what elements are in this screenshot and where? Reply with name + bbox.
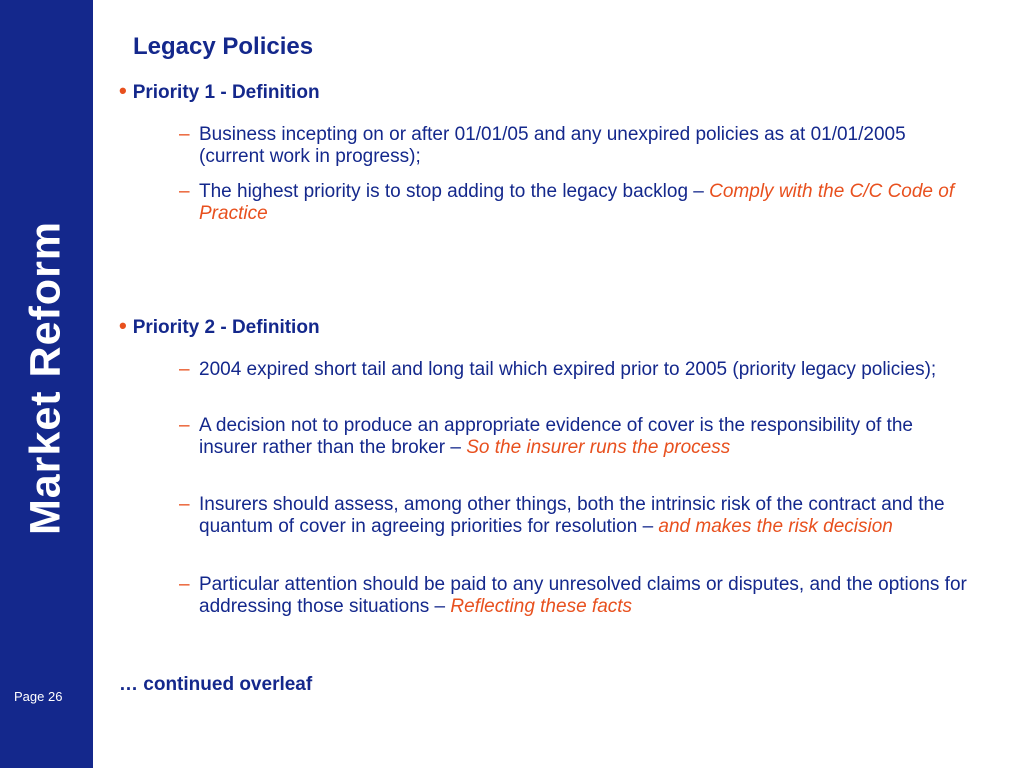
list-item-emphasis: Comply with the C/C Code of Practice	[199, 181, 955, 224]
section-heading-label: Priority 2 - Definition	[132, 317, 320, 338]
dash-icon: –	[179, 124, 190, 145]
continued-note: … continued overleaf	[119, 674, 313, 695]
dash-icon: –	[179, 181, 190, 202]
section-heading-label: Priority 1 - Definition	[132, 82, 320, 103]
sidebar	[0, 0, 93, 768]
dash-icon: –	[179, 494, 190, 515]
list-item-emphasis: So the insurer runs the process	[466, 437, 731, 458]
list-item-text: Insurers should assess, among other things, both the intrinsic risk of the contract and the quantum of cover in agreeing priorities for resolution – and makes the risk decision	[199, 494, 945, 537]
page-number: Page 26	[14, 689, 63, 704]
list-item-text: 2004 expired short tail and long tail which expired prior to 2005 (priority legacy policies);	[199, 359, 937, 380]
section-heading-priority-1	[119, 79, 320, 105]
dash-icon: –	[179, 415, 190, 436]
section-heading-priority-2	[119, 314, 320, 340]
dash-icon: –	[179, 359, 190, 380]
list-item	[179, 494, 969, 538]
dash-icon: –	[179, 574, 190, 595]
list-item-text: A decision not to produce an appropriate evidence of cover is the responsibility of the insurer rather than the broker – So the insurer runs the process	[199, 415, 913, 458]
list-item	[179, 415, 969, 459]
bullet-icon: •	[119, 313, 127, 338]
list-item	[179, 359, 969, 381]
list-item	[179, 574, 969, 618]
bullet-icon: •	[119, 78, 127, 103]
list-item-emphasis: and makes the risk decision	[658, 516, 893, 537]
list-item-text: Business incepting on or after 01/01/05 and any unexpired policies as at 01/01/2005 (current work in progress);	[199, 124, 906, 167]
slide-title: Legacy Policies	[133, 33, 314, 60]
list-item	[179, 181, 969, 225]
list-item	[179, 124, 969, 168]
list-item-text: Particular attention should be paid to any unresolved claims or disputes, and the options for addressing those situations – Reflecting these facts	[199, 574, 967, 617]
list-item-text: The highest priority is to stop adding to the legacy backlog – Comply with the C/C Code of Practice	[199, 181, 955, 224]
list-item-emphasis: Reflecting these facts	[450, 596, 633, 617]
sidebar-title: Market Reform	[21, 220, 70, 536]
